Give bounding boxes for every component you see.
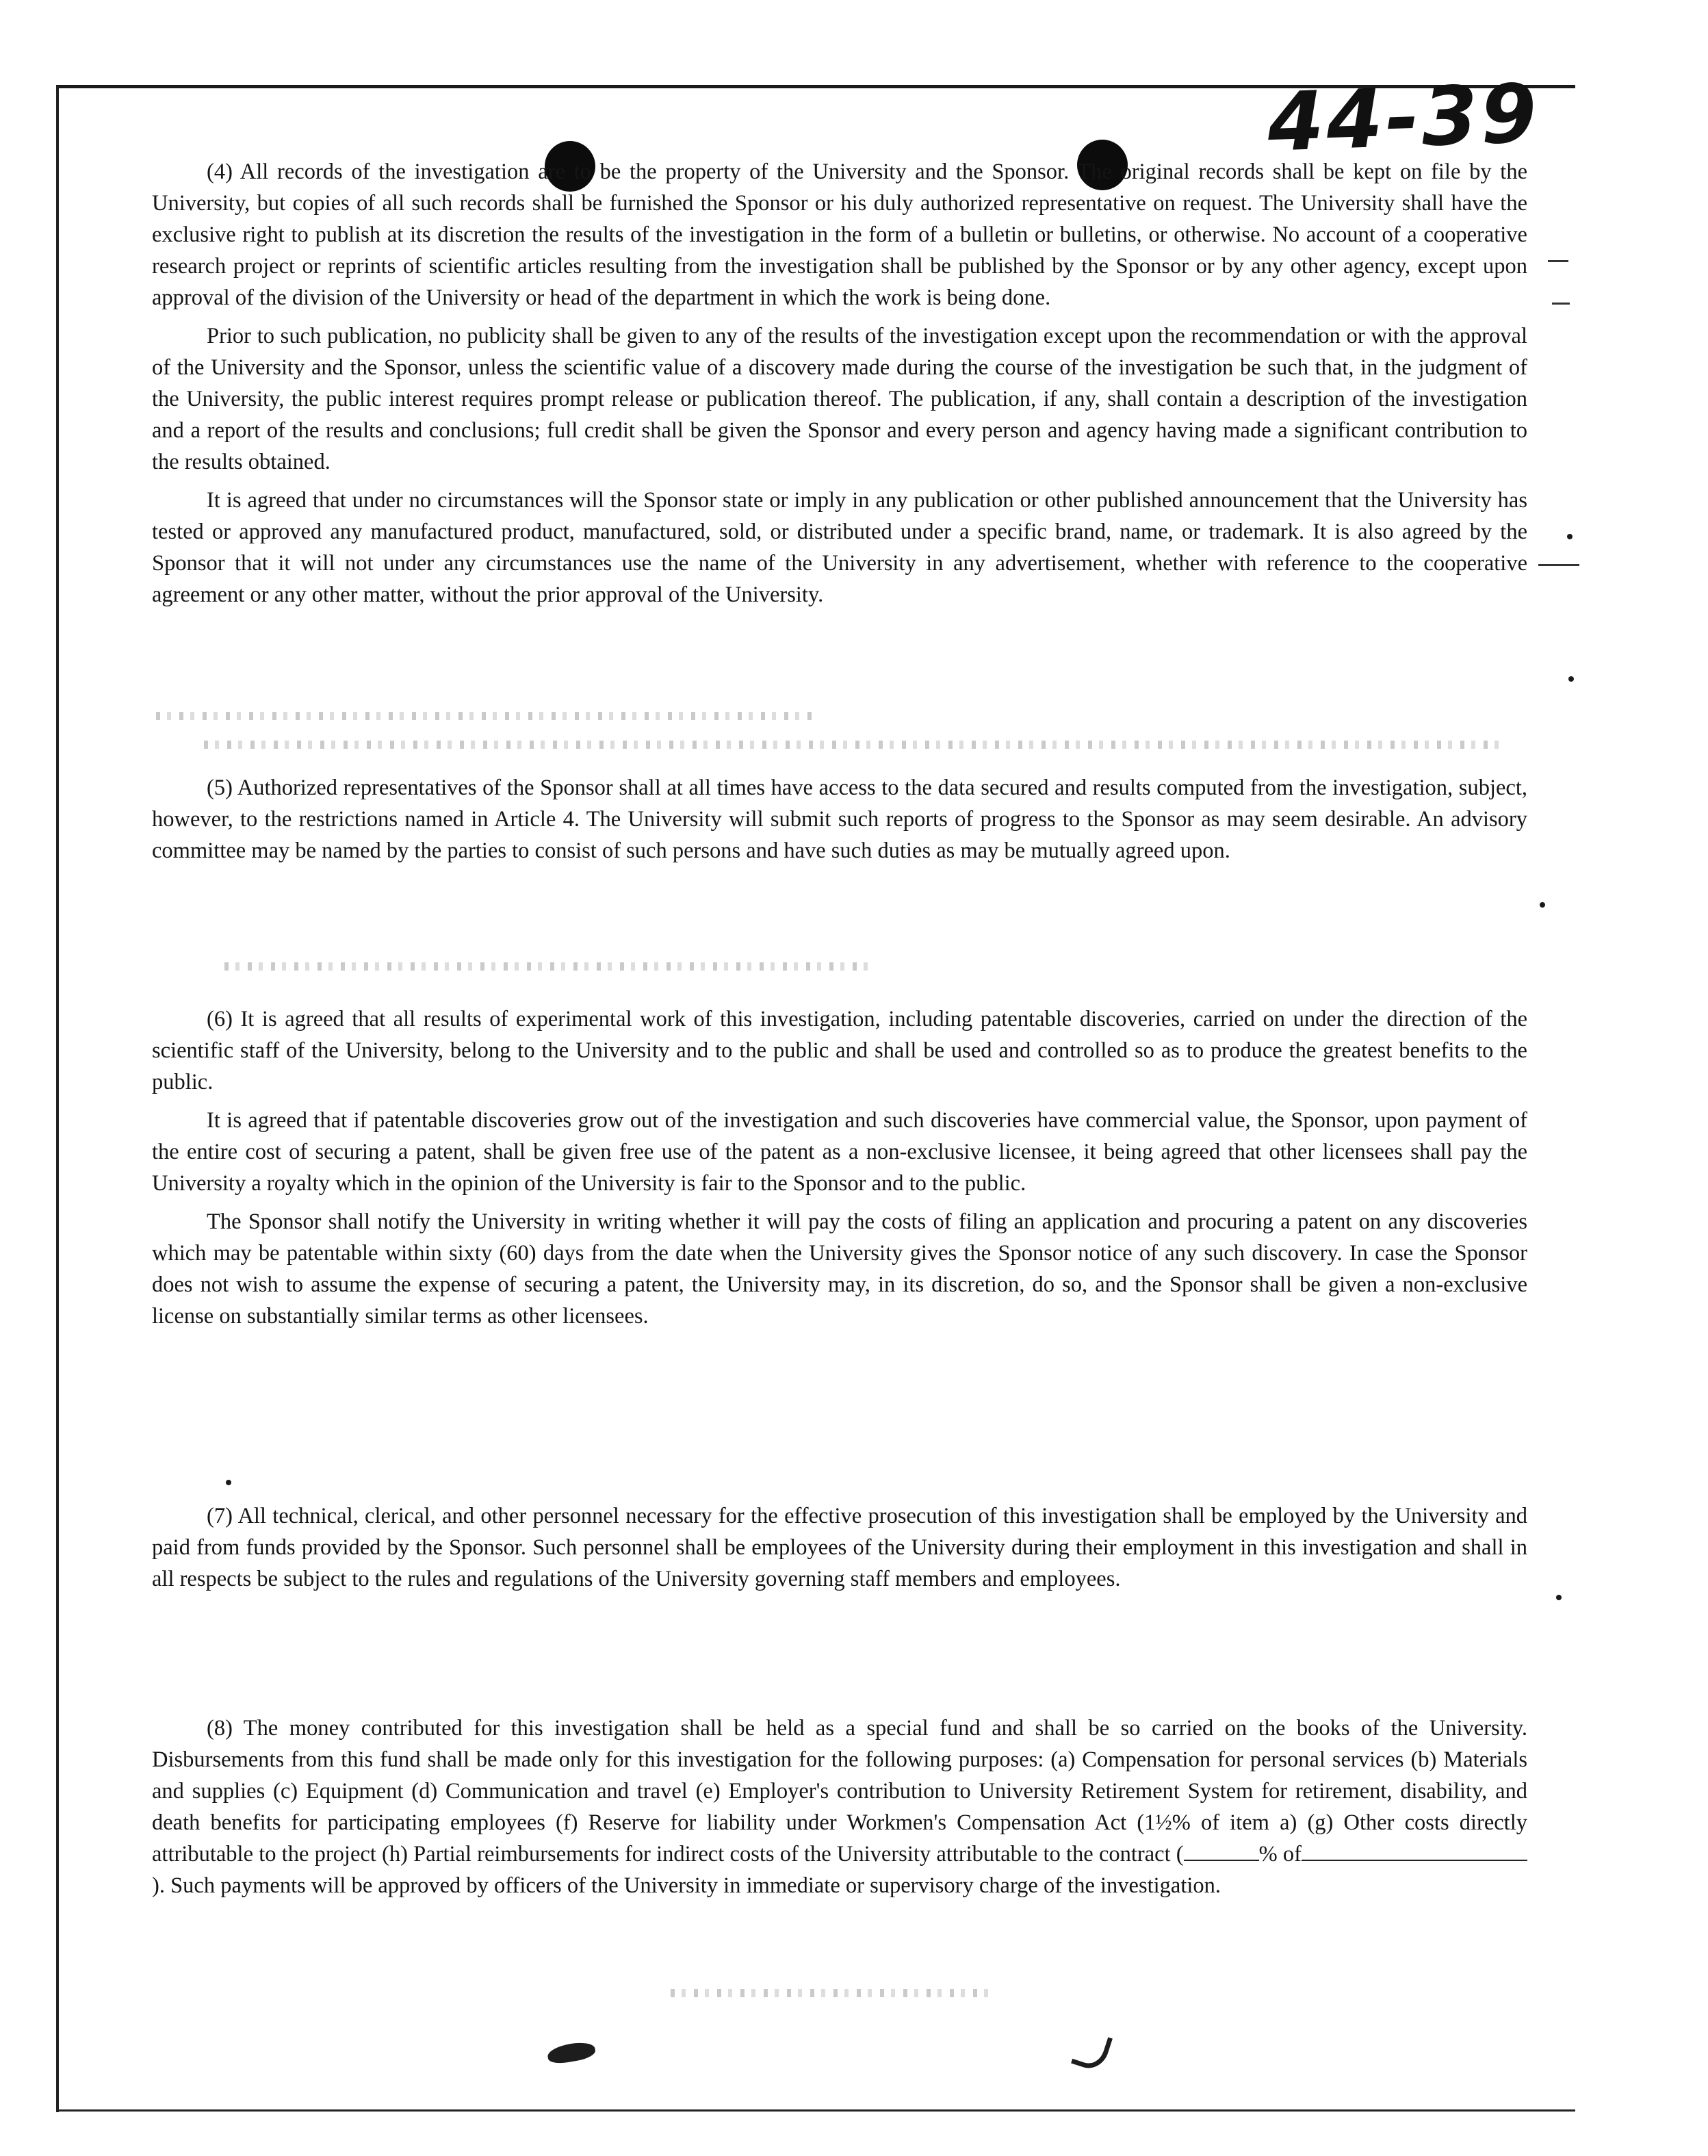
ink-dot (1540, 902, 1545, 908)
faded-bleedthrough-line (204, 741, 1504, 749)
faded-bleedthrough-line (671, 1989, 992, 1997)
ink-dot (1567, 534, 1573, 539)
article-7 (152, 1500, 1527, 1602)
article-7-paragraph: (7) All technical, clerical, and other personnel necessary for the effective prosecution of this investigation shall be employed by the University and paid from funds provided by the Sponsor. Such personnel shall be employees of the University during their employment in this investigation and shall in all respects be subject to the rules and regulations of the University governing staff members and employees. (152, 1504, 1527, 1591)
article-4-paragraph: It is agreed that under no circumstances will the Sponsor state or imply in any publication or other published announcement that the University has tested or approved any manufactured product, manufactured, sold, or distributed under a specific brand, name, or trademark. It is also agreed by the Sponsor that it will not under any circumstances use the name of the University in any advertisement, whether with reference to the cooperative agreement or any other matter, without the prior approval of the University. (152, 488, 1527, 607)
article-8-text: (8) The money contributed for this investigation shall be held as a special fund and shall be so carried on the books of the University. Disbursements from this fund shall be made only for this investigation for the following purposes: (a) Compensation for personal services (b) Materials and supplies (c) Equipment (d) Communication and travel (e) Employer's contribution to University Retirement System for retirement, disability, and death benefits for participating employees (f) Reserve for liability under Workmen's Compensation Act (1½% of item a) (g) Other costs directly attributable to the project (h) Partial reimbursements for indirect costs of the University attributable to the contract ( (152, 1716, 1527, 1866)
faded-bleedthrough-line (156, 712, 813, 720)
left-margin-rule (56, 86, 59, 2112)
ink-smudge (546, 2040, 596, 2066)
ink-smudge (1071, 2029, 1113, 2073)
faded-bleedthrough-line (224, 962, 868, 971)
margin-mark (1548, 260, 1568, 262)
percentage-blank (1184, 1839, 1259, 1861)
article-8-text: ). Such payments will be approved by officers of the University in immediate or supervisory charge of the investigation. (152, 1873, 1221, 1898)
article-5 (152, 772, 1527, 873)
handwritten-document-number: 44-39 (1266, 66, 1541, 170)
article-4-paragraph: Prior to such publication, no publicity shall be given to any of the results of the investigation except upon the recommendation or with the approval of the University and the Sponsor, unless the scientific value of a discovery made during the course of the investigation be such that, in the judgment of the University, the public interest requires prompt release or publication thereof. The publication, if any, shall contain a description of the investigation and a report of the results and conclusions; full credit shall be given the Sponsor and every person and agency having made a significant contribution to the results obtained. (152, 324, 1527, 474)
article-4 (152, 156, 1527, 617)
article-8-paragraph (152, 1712, 1527, 1901)
article-6 (152, 1003, 1527, 1339)
margin-mark (1538, 564, 1579, 566)
article-8 (152, 1712, 1527, 1908)
article-6-paragraph: It is agreed that if patentable discoveries grow out of the investigation and such discoveries have commercial value, the Sponsor, upon payment of the entire cost of securing a patent, shall be given free use of the patent as a non-exclusive licensee, it being agreed that other licensees shall pay the University a royalty which in the opinion of the University is fair to the Sponsor and to the public. (152, 1108, 1527, 1196)
article-5-paragraph: (5) Authorized representatives of the Sponsor shall at all times have access to the data secured and results computed from the investigation, subject, however, to the restrictions named in Article 4. The University will submit such reports of progress to the Sponsor as may seem desirable. An advisory committee may be named by the parties to consist of such persons and have such duties as may be mutually agreed upon. (152, 775, 1527, 863)
ink-dot (1556, 1595, 1562, 1600)
article-4-paragraph: (4) All records of the investigation are to be the property of the University and the Sponsor. The original records shall be kept on file by the University, but copies of all such records shall be furnished the Sponsor or his duly authorized representative on request. The University shall have the exclusive right to publish at its discretion the results of the investigation in the form of a bulletin or bulletins, or otherwise. No account of a cooperative research project or reprints of scientific articles resulting from the investigation shall be published by the Sponsor or by any other agency, except upon approval of the division of the University or head of the department in which the work is being done. (152, 159, 1527, 310)
ink-dot (226, 1480, 231, 1485)
article-6-paragraph: The Sponsor shall notify the University in writing whether it will pay the costs of filing an application and procuring a patent on any discoveries which may be patentable within sixty (60) days from the date when the University gives the Sponsor notice of any such discovery. In case the Sponsor does not wish to assume the expense of securing a patent, the University may, in its discretion, do so, and the Sponsor shall be given a non-exclusive license on substantially similar terms as other licensees. (152, 1209, 1527, 1329)
article-8-text: % of (1258, 1842, 1302, 1866)
margin-mark (1552, 303, 1570, 305)
amount-blank (1302, 1839, 1527, 1861)
bottom-rule (56, 2109, 1575, 2112)
ink-dot (1568, 676, 1574, 682)
article-6-paragraph: (6) It is agreed that all results of experimental work of this investigation, including patentable discoveries, carried on under the direction of the scientific staff of the University, belong to the University and to the public and shall be used and controlled so as to produce the greatest benefits to the public. (152, 1007, 1527, 1094)
